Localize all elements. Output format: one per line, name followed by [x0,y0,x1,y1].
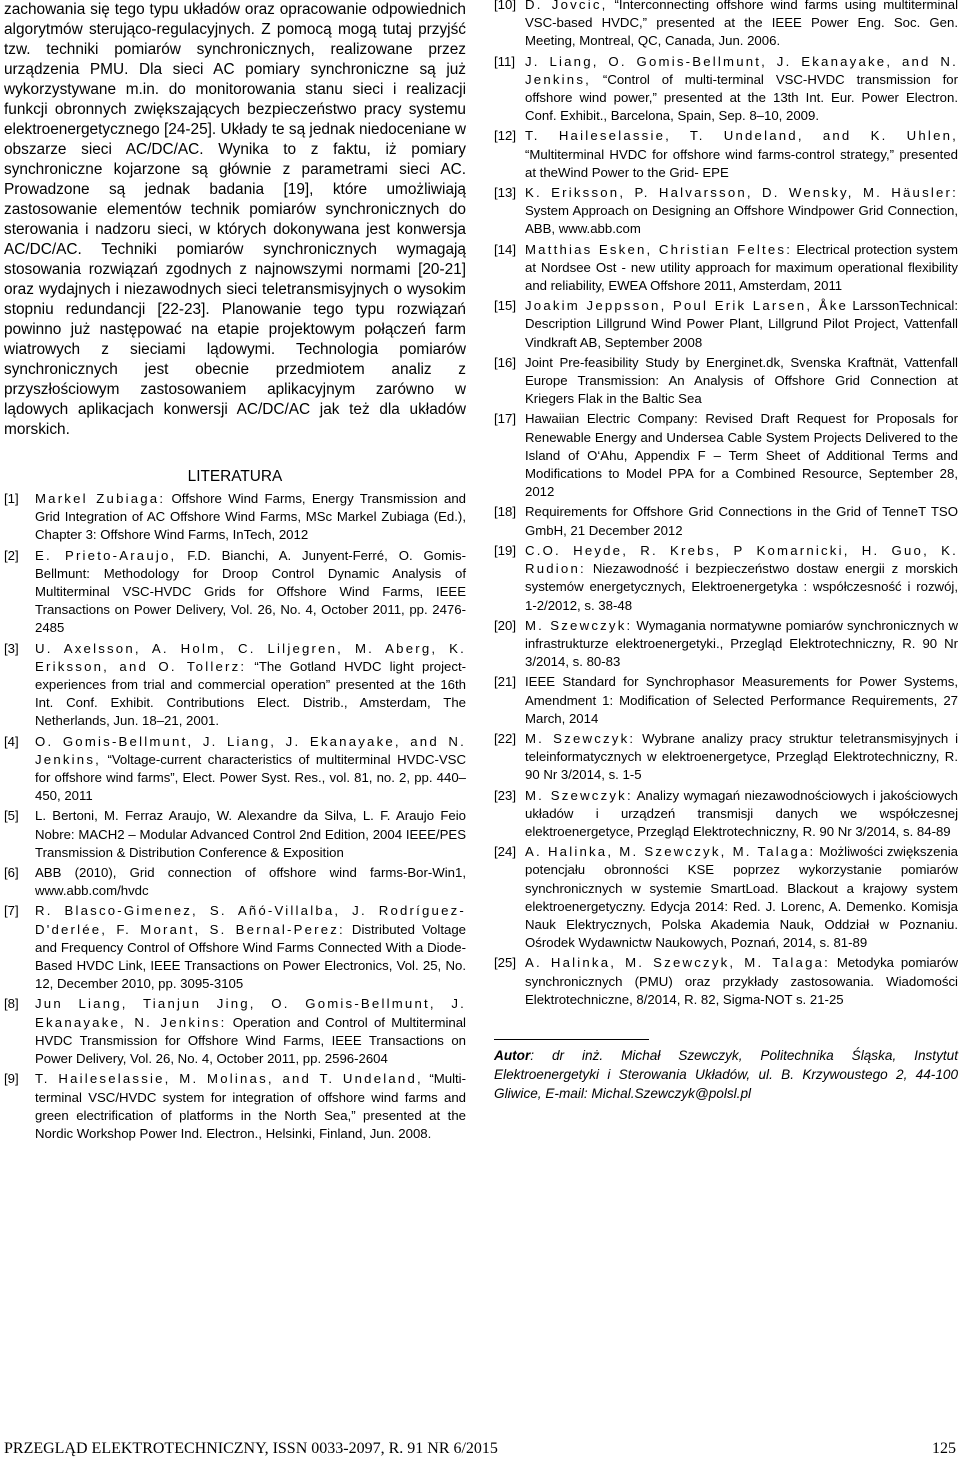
reference-item [494,410,958,501]
reference-number: [3] [4,640,19,656]
reference-text: “Multiterminal HVDC for offshore wind farms-control strategy,” presented at theWind Power to the Grid- EPE [525,146,958,180]
reference-authors: K. Eriksson, P. Halvarsson, D. Wensky, M. Häusler: [525,185,958,201]
reference-text: F.D. Bianchi, A. Junyent-Ferré, O. Gomis-Bellmunt: Methodology for Droop Control Dynamic Analysis of Multiterminal VSC-HVDC Grids for Offshore Wind Farms, IEEE Transactions on Power Delivery, Vol. 26, No. 4, October 2011, pp. 2476-2485 [35,547,466,636]
reference-list-left [4,490,466,1143]
left-column [4,0,466,1145]
reference-authors: M. Szewczyk: [525,730,636,746]
author-text: : dr inż. Michał Szewczyk, Politechnika Śląska, Instytut Elektroenergetyki i Sterowania Układów, ul. B. Krzywoustego 2, 44-100 Gliwice, E-mail: Michal.Szewczyk@polsl.pl [494,1047,958,1101]
reference-text: Wybrane analizy pracy struktur teletransmisyjnych i teleinformatycznych w elektroenergetyce, Przegląd Elektrotechniczny, R. 90 Nr 3/2014, s. 1-5 [525,730,958,783]
reference-number: [25] [494,955,516,971]
reference-authors: M. Szewczyk: [525,617,633,633]
reference-number: [22] [494,730,516,746]
reference-number: [6] [4,865,19,881]
reference-number: [16] [494,354,516,370]
reference-text: Operation and Control of Multiterminal HVDC Transmission for Offshore Wind Farms, IEEE Transactions on Power Delivery, Vol. 26, No. 4, October 2011, pp. 2596-2604 [35,1014,466,1067]
reference-authors: D. Jovcic, [525,0,608,12]
reference-number: [19] [494,542,516,558]
reference-text: Requirements for Offshore Grid Connections in the Grid of TenneT TSO GmbH, 21 December 2012 [525,504,958,538]
reference-authors: Matthias Esken, Christian Feltes: [525,241,793,257]
reference-item [494,503,958,539]
reference-authors: M. Szewczyk: [525,787,633,803]
reference-authors: R. Blasco-Gimenez, S. Añó-Villalba, J. Rodríguez-D'derlée, F. Morant, S. Bernal-Perez: [35,903,466,937]
reference-text: “Control of multi-terminal VSC-HVDC transmission for offshore wind power,” presented at the 13th Int. Eur. Power Electron. Conf. Exhibit., Barcelona, Spain, Sep. 8–10, 2009. [525,71,958,124]
right-column [494,0,958,1103]
reference-item [494,0,958,51]
reference-item [494,127,958,182]
reference-authors: T. Haileselassie, T. Undeland, and K. Uhlen, [525,128,958,144]
reference-item [494,617,958,672]
reference-item [494,843,958,952]
reference-authors: Jun Liang, Tianjun Jing, O. Gomis-Bellmunt, J. Ekanayake, N. Jenkins: [35,996,466,1030]
reference-text: Możliwości zwiększenia potencjału obronności KSE poprzez wykorzystanie pomiarów synchronicznych w systemie SmartLoad. Blackout a krajowy system elektroenergetyczny. Edycja 2014: Red. J. Lorenc, A. Demenko. Komisja Nauk Elektrycznych, Polska Akademia Nauk, Oddział w Poznaniu. Ośrodek Wydawnictw Naukowych, Poznań, 2014, s. 81-89 [525,844,958,951]
reference-item [494,730,958,785]
reference-number: [18] [494,504,516,520]
author-divider [494,1039,649,1040]
reference-number: [8] [4,996,19,1012]
reference-item [494,542,958,615]
reference-number: [24] [494,844,516,860]
reference-item [4,995,466,1068]
reference-text: Joint Pre-feasibility Study by Energinet.dk, Svenska Kraftnät, Vattenfall Europe Transmission: An Analysis of Offshore Grid Connection at Kriegers Flak in the Baltic Sea [525,354,958,407]
reference-item [4,807,466,862]
reference-text: Distributed Voltage and Frequency Control of Offshore Wind Farms Connected With a Diode-Based HVDC Link, IEEE Transactions on Power Electronics, Vol. 25, No. 12, December 2010, pp. 3095-3105 [35,921,466,992]
reference-text: Wymagania normatywne pomiarów synchronicznych w infrastrukturze elektroenergetyki., Przegląd Elektrotechniczny, R. 90 Nr 3/2014, s. 80-83 [525,617,958,670]
reference-authors: C.O. Heyde, R. Krebs, P Komarnicki, H. Guo, K. Rudion: [525,542,958,577]
reference-authors: O. Gomis-Bellmunt, J. Liang, J. Ekanayake, and N. Jenkins, [35,733,466,767]
reference-item [494,53,958,126]
reference-text: “Multi-terminal VSC/HVDC system for integration of offshore wind farms and green electrification of platforms in the North Sea,” presented at the Nordic Workshop Power Ind. Electron., Helsinki, Finland, Jun. 2008. [35,1071,466,1141]
reference-authors: Markel Zubiaga: [35,491,166,506]
reference-authors: J. Liang, O. Gomis-Bellmunt, J. Ekanayake, and N. Jenkins, [525,53,958,87]
reference-item [494,354,958,409]
reference-number: [10] [494,0,516,12]
author-note [494,1046,958,1103]
reference-text: Metodyka pomiarów synchronicznych (PMU) oraz przykłady zastosowania. Wiadomości Elektrotechniczne, 8/2014, R. 82, Sigma-NOT s. 21-25 [525,955,958,1007]
reference-authors: U. Axelsson, A. Holm, C. Liljegren, M. Aberg, K. Eriksson, and O. Tollerz: [35,640,466,674]
reference-number: [13] [494,185,516,201]
reference-text: LarssonTechnical: Description Lillgrund Wind Power Plant, Lillgrund Pilot Project, Vattenfall Vindkraft AB, September 2008 [525,298,958,350]
reference-authors: T. Haileselassie, M. Molinas, and T. Undeland, [35,1071,423,1087]
reference-text: L. Bertoni, M. Ferraz Araujo, W. Alexandre da Silva, L. F. Araujo Feio Nobre: MACH2 – Modular Advanced Control 2nd Edition, 2004 IEEE/PES Transmission & Distribution Conference & Exposition [35,808,466,860]
reference-text: “Voltage-current characteristics of multiterminal HVDC-VSC for offshore wind farms”, Elect. Power Syst. Res., vol. 81, no. 2, pp. 440–450, 2011 [35,751,466,804]
reference-number: [5] [4,808,19,824]
reference-number: [7] [4,903,19,919]
reference-text: IEEE Standard for Synchrophasor Measurements for Power Systems, Amendment 1: Modification of Selected Performance Requirements, 27 March, 2014 [525,674,958,726]
literature-heading: LITERATURA [187,468,283,485]
reference-item [4,733,466,806]
reference-number: [9] [4,1071,19,1087]
reference-number: [20] [494,617,516,633]
reference-number: [17] [494,411,516,427]
footer-journal: PRZEGLĄD ELEKTROTECHNICZNY, ISSN 0033-2097, R. 91 NR 6/2015 [4,1440,498,1457]
reference-text: Analizy wymagań niezawodnościowych i jakościowych układów i urządzeń transmisji danych we współczesnej elektroenergetyce, Przegląd Elektrotechniczny, R. 90 Nr 3/2014, s. 84-89 [525,787,959,839]
reference-item [4,902,466,993]
reference-authors: A. Halinka, M. Szewczyk, M. Talaga: [525,844,816,860]
reference-text: System Approach on Designing an Offshore Windpower Grid Connection, ABB, www.abb.com [525,203,958,237]
reference-item [494,787,958,842]
reference-item [494,297,958,352]
author-label: Autor [494,1047,531,1063]
reference-text: “Interconnecting offshore wind farms using multiterminal VSC-based HVDC,” presented at the IEEE Power Eng. Soc. Gen. Meeting, Montreal, QC, Canada, Jun. 2006. [525,0,958,49]
reference-authors: A. Halinka, M. Szewczyk, M. Talaga: [525,955,831,971]
reference-item [494,184,958,239]
reference-number: [2] [4,547,19,563]
reference-item [494,954,958,1009]
reference-item [494,673,958,728]
page-number: 125 [932,1440,956,1457]
reference-text: Niezawodność i bezpieczeństwo dostaw energii z morskich systemów energetycznych, Elektroenergetyka : współczesność i rozwój, 1-2/2012, s. 38-48 [525,561,958,613]
reference-number: [23] [494,787,516,803]
reference-item [4,1070,466,1143]
reference-text: Offshore Wind Farms, Energy Transmission and Grid Integration of AC Offshore Wind Farms, MSc Markel Zubiaga (Ed.), Chapter 3: Offshore Wind Farms, InTech, 2012 [35,491,466,543]
reference-number: [4] [4,733,19,749]
reference-number: [14] [494,241,516,257]
reference-authors: Joakim Jeppsson, Poul Erik Larsen, Åke [525,298,849,314]
reference-text: Hawaiian Electric Company: Revised Draft Request for Proposals for Renewable Energy and Undersea Cable System Projects Delivered to the Island of O‘Ahu, Appendix F – Term Sheet of Additional Terms and Modifications to Model PPA for a Combined Resource, September 28, 2012 [525,411,958,500]
reference-item [494,241,958,296]
reference-number: [1] [4,491,19,506]
reference-number: [21] [494,674,516,690]
reference-authors: E. Prieto-Araujo, [35,547,177,563]
reference-item [4,490,466,545]
reference-list-right [494,0,958,1009]
reference-item [4,640,466,731]
reference-number: [15] [494,298,516,314]
reference-item [4,547,466,638]
body-paragraph: zachowania się tego typu układów oraz opracowanie odpowiednich algorytmów sterująco-regulacyjnych. Z pomocą mogą tutaj przyjść tzw. techniki pomiarów synchronicznych, realizowane przez urządzenia PMU. Dla sieci AC pomiary synchroniczne są już wykorzystywane m.in. do monitorowania stanu sieci i realizacji funkcji obronnych zwiększających bezpieczeństwo pracy systemu elektroenergetycznego [24-25]. Układy te są jednak niedoceniane w obszarze sieci AC/DC/AC. Wynika to z faktu, iż pomiary synchroniczne kojarzone są głównie z parametrami sieci AC. Prowadzone są jednak badania [19], które umożliwiają zastosowanie elementów technik pomiarów synchronicznych do sterowania i nadzoru sieci, w których dokonywana jest konwersja AC/DC/AC. Techniki pomiarów synchronicznych wymagają stosowania rozwiązań zgodnych z najnowszymi normami [20-21] oraz wydajnych i niezawodnych sieci teletransmisyjnych o wysokim stopniu redundancji [22-23]. Planowanie tego typu rozwiązań powinno już następować na etapie projektowym połączeń farm wiatrowych z sieciami lądowymi. Technologia pomiarów synchronicznych jest obecnie przedmiotem analiz z przyszłościowym zastosowaniem aplikacyjnym zarówno w lądowych aplikacjach konwersji AC/DC/AC jak też dla układów morskich. [4,1,467,438]
reference-item [4,864,466,900]
reference-text: “The Gotland HVDC light project-experiences from trial and commercial operation” presented at the 16th Int. Conf. Exhibit. Contributions Elect. Distrib., Amsterdam, The Netherlands, Jun. 18–21, 2001. [35,658,467,729]
reference-text: ABB (2010), Grid connection of offshore wind farms-Bor-Win1, www.abb.com/hvdc [35,865,466,899]
reference-number: [12] [494,128,516,144]
reference-number: [11] [494,53,516,69]
reference-text: Electrical protection system at Nordsee Ost - new utility approach for maximum operational flexibility and reliability, EWEA Offshore 2011, Amsterdam, 2011 [525,241,958,294]
